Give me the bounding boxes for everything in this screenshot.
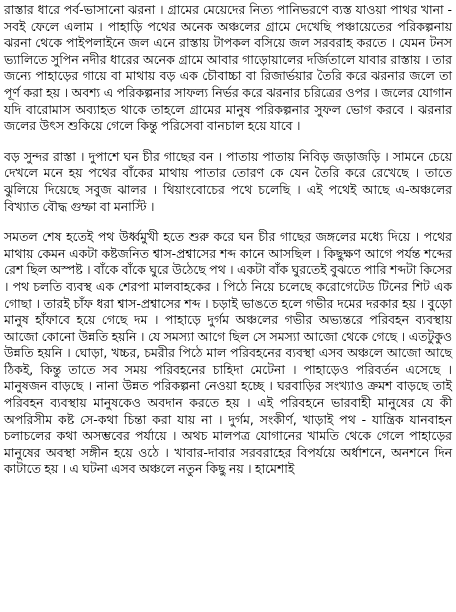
document-page bbox=[4, 2, 452, 478]
paragraph-2: বড় সুন্দর রাস্তা । দুপাশে ঘন চীর গাছের বন । পাতায় পাতায় নিবিড় জড়াজড়ি । সামনে চেয়ে দেখলে মনে হয় পথের বাঁকের মাথায় পাতার তোরণ কে যেন তৈরি করে রেখেছে । তাতে ঝুলিয়ে দিয়েছে সবুজ ঝালর । থিয়াংবোচের পথে চলেছি । এই পথেই আছে এ-অঞ্চলের বিখ্যাত বৌদ্ধ গুম্ফা বা মনাস্টি । bbox=[4, 148, 452, 214]
paragraph-3: সমতল শেষ হতেই পথ উর্ধ্বমুখী হতে শুরু করে ঘন চীর গাছের জঙ্গলের মধ্যে দিয়ে । পথের মাথায় কেমন একটা কষ্টজনিত শ্বাস-প্রশ্বাসের শব্দ কানে আসছিল । কিছুক্ষণ আগে পর্যন্ত শব্দের রেশ ছিল অস্পষ্ট । বাঁকে বাঁকে ঘুরে উঠেছে পথ । একটা বাঁক ঘুরতেই বুঝতে পারি শব্দটা কিসের । পথ চলতি ব্যবস্থ এক শেরপা মালবাহকের । পিঠে নিয়ে চলেছে করোগেটেড টিনের শিট এক গোছা । তারই চাঁফ ধরা শ্বাস-প্রশ্বাসের শব্দ । চড়াই ভাঙতে হলে গভীর দমের দরকার হয় । বুড়ো মানুষ হাঁফাবে হয়ে গেছে দম । পাহাড়ে দুর্গম অঞ্চলের গভীর অভ্যন্তরে পরিবহন ব্যবস্থায় আজো কোনো উন্নতি হয়নি । যে সমস্যা আগে ছিল সে সমস্যা আজো থেকে গেছে । এতটুকুও উন্নতি হয়নি । ঘোড়া, খচ্চর, চমরীর পিঠে মাল পরিবহনের ব্যবস্থা এসব অঞ্চলে আজো আছে ঠিকই, কিন্তু তাতে সব সময় পরিবহনের চাহিদা মেটেনা । পাহাড়েও পরিবর্তন এসেছে । মানুষজন বাড়ছে । নানা উন্নত পরিকল্পনা নেওয়া হচ্ছে । ঘরবাড়ির সংখ্যাও ক্রমশ বাড়ছে তাই পরিবহন ব্যবস্থায় মানুষকেও অবদান করতে হয় । এই পরিবহনে ভারবাহী মানুষের যে কী অপরিসীম কষ্ট সে-কথা চিন্তা করা যায় না । দুর্গম, সংকীর্ণ, খাড়াই পথ - যান্ত্রিক যানবাহন চলাচলের কথা অসম্ভবের পর্যায়ে । অথচ মালপত্র যোগানের খামতি থেকে গেলে পাহাড়ের মানুষের অবস্থা সঙ্গীন হয়ে ওঠে । খাবার-দাবার সরবরাহের বিপর্যয়ে অর্ধাশনে, অনশনে দিন কাটাতে হয় । এ ঘটনা এসব অঞ্চলে নতুন কিছু নয় । হামেশাই bbox=[4, 229, 452, 477]
paragraph-1: রাস্তার ধারে পর্ব-ভাসানো ঝরনা । গ্রামের মেয়েদের নিত্য পানিভরণে ব্যস্ত যাওয়া পাথর খানা - সবই ফেলে এলাম । পাহাড়ি পথের অনেক অঞ্চলের গ্রামে দেখেছি পঞ্চায়েতের পরিকল্পনায় ঝরনা থেকে পাইপলাইনে জল এনে রাস্তায় টাপকল বসিয়ে জল সরবরাহ করতে । যেমন টনস ভ্যালিতে সুপিন নদীর ধারের অনেক গ্রামে আবার গাড়োয়ালের দর্জিতালে যাবার রাস্তায় । তার জন্যে পাহাড়ের গায়ে বা মাথায় বড় এক চৌবাচ্চা বা রিজার্ভয়ার তৈরি করে ঝরনার জলে তা পূর্ণ করা হয় । অবশ্য এ পরিকল্পনার সাফল্য নির্ভর করে ঝরনার চরিত্রের ওপর । জলের যোগান যদি বারোমাস অব্যাহত থাকে তাহলে গ্রামের মানুষ পরিকল্পনার সুফল ভোগ করবে । ঝরনার জলের উৎস শুকিয়ে গেলে কিন্তু পরিসেবা বানচাল হয়ে যাবে । bbox=[4, 2, 452, 134]
